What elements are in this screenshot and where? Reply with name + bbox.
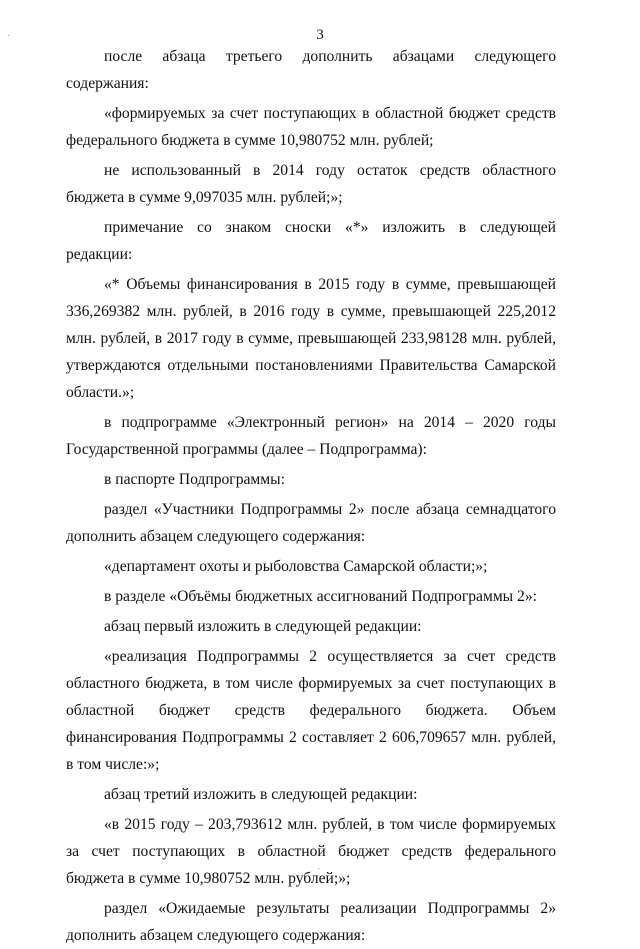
paragraph-5: «* Объемы финансирования в 2015 году в сумме, превышающей 336,269382 млн. рублей, в 2016 году в сумме, превышающей 225,2012 млн. рублей, в 2017 году в сумме, превышающей 233,98128 млн. рублей, утверждаются отдельными постановлениями Правительства Самарской области.»; (66, 276, 556, 401)
scan-speck (318, 868, 319, 869)
page-number: 3 (316, 27, 324, 43)
paragraph-14: «в 2015 году – 203,793612 млн. рублей, в том числе формируемых за счет поступающих в областной бюджет средств федерального бюджета в сумме 10,980752 млн. рублей;»; (66, 816, 556, 887)
paragraph-13: абзац третий изложить в следующей редакции: (104, 786, 418, 803)
paragraph-11: абзац первый изложить в следующей редакции: (104, 618, 422, 635)
scan-speck (8, 35, 9, 36)
document-body (66, 43, 556, 949)
paragraph-6: в подпрограмме «Электронный регион» на 2014 – 2020 годы Государственной программы (далее – Подпрограмма): (66, 414, 556, 458)
paragraph-1: после абзаца третьего дополнить абзацами следующего содержания: (66, 48, 556, 92)
paragraph-12: «реализация Подпрограммы 2 осуществляется за счет средств областного бюджета, в том числе формируемых за счет поступающих в областной бюджет средств федерального бюджета. Объем финансирования Подпрограммы 2 составляет 2 606,709657 млн. рублей, в том числе:»; (66, 648, 556, 773)
paragraph-9: «департамент охоты и рыболовства Самарской области;»; (104, 558, 488, 575)
paragraph-7: в паспорте Подпрограммы: (104, 471, 285, 488)
paragraph-3: не использованный в 2014 году остаток средств областного бюджета в сумме 9,097035 млн. рублей;»; (66, 162, 556, 206)
paragraph-15: раздел «Ожидаемые результаты реализации Подпрограммы 2» дополнить абзацем следующего содержания: (66, 900, 556, 944)
paragraph-10: в разделе «Объёмы бюджетных ассигнований Подпрограммы 2»: (104, 588, 537, 605)
paragraph-8: раздел «Участники Подпрограммы 2» после абзаца семнадцатого дополнить абзацем следующего содержания: (66, 501, 556, 545)
paragraph-2: «формируемых за счет поступающих в областной бюджет средств федерального бюджета в сумме 10,980752 млн. рублей; (66, 105, 556, 149)
paragraph-4: примечание со знаком сноски «*» изложить в следующей редакции: (66, 219, 556, 263)
